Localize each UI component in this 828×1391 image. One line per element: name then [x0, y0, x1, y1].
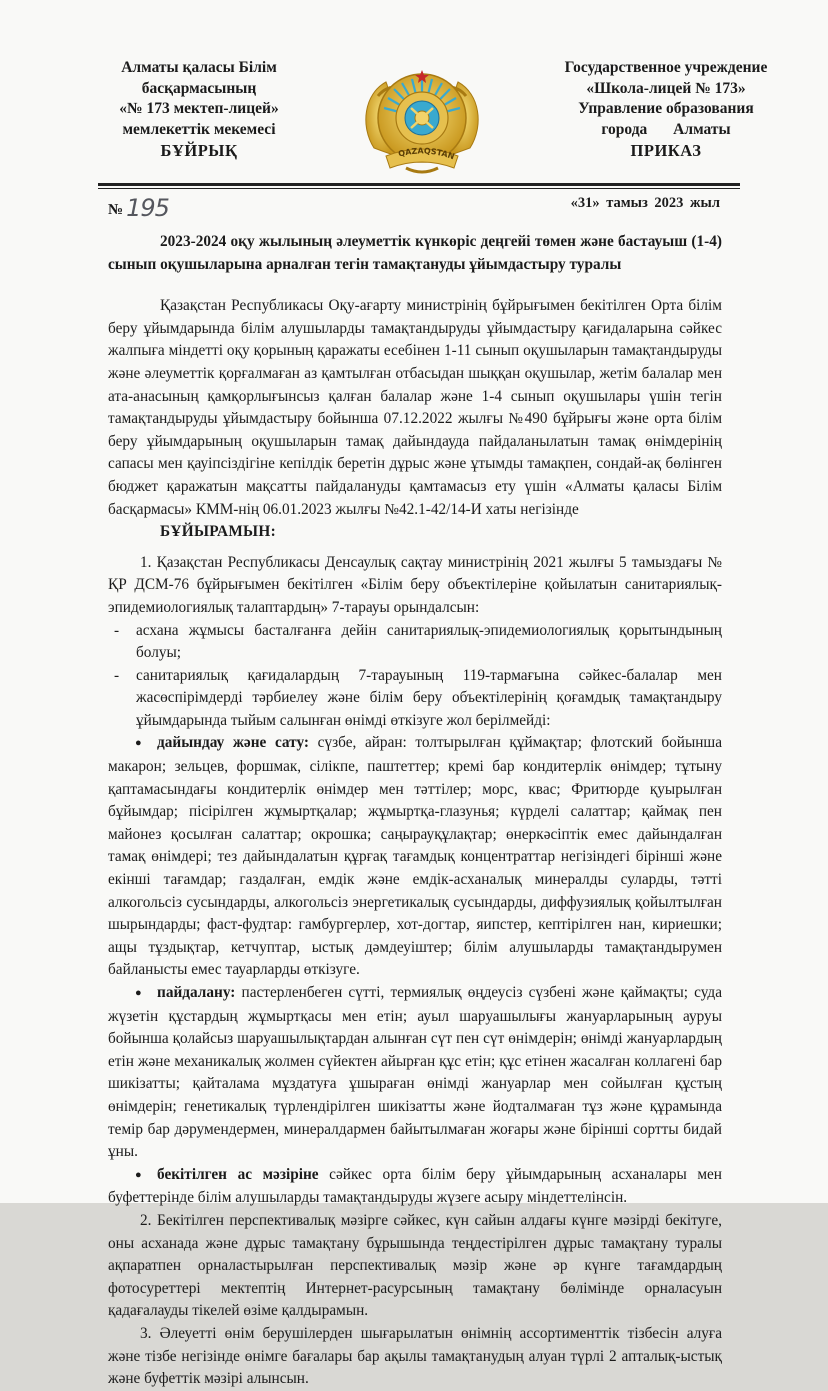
header-left-line: «№ 173 мектеп-лицей»: [119, 100, 279, 117]
preamble-paragraph: Қазақстан Республикасы Оқу-ағарту министрінің бұйрығымен бекітілген Орта білім беру ұйымдарында білім алушыларды тамақтандыруды ұйымдастыру қағидаларына сәйкес жалпыға міндетті оқу қорының қаражаты есебінен 1-11 сынып оқушыларын тамақтандыруды және әлеуметтік қорғалмаған аз қамтылған отбасыдан шыққан оқушылар, жетім балалар мен ата-анасының қамқорлығынсыз қалған балалар және 1-4 сынып оқушылары үшін тегін тамақтандыруды ұйымдастыру бойынша 07.12.2022 жылғы №490 бұйрығы және орта білім беру ұйымдарының оқушыларын тамақ дайындауда пайдаланылатын тамақ өнімдерінің сапасы мен қауіпсіздігіне кепілдік беретін дұрыс және ұтымды тамақпен, сондай-ақ бөлінген бюджет қаражатын мақсатты пайдалануды қамтамасыз ету үшін «Алматы қаласы Білім басқармасы» КММ-нің 06.01.2023 жылғы №42.1-42/14-И хаты негізінде: [108, 297, 722, 518]
order-item-2: 2. Бекітілген перспективалық мәзірге сәйкес, күн сайын алдағы күнге мәзірді бекітуге, оны асханада және дұрыс тамақтану бұрышында теңдестірілген дұрыс тамақтану туралы ақпаратпен орналастырылған перспективалық мәзір және әр күнге тағамдардың фотосуреттері мектептің Интернет-расурсының тамақтану бөлімінде орналасуын қадағалауды тікелей өзіме қалдырамын.: [108, 1211, 722, 1320]
number-label: №: [108, 202, 124, 218]
handwritten-number: 195: [126, 194, 169, 222]
header-left-kazakh: [96, 58, 302, 162]
bullet-item-use: ● пайдалану: пастерленбеген сүтті, термиялық өңдеусіз сүзбені және қаймақты; суда жүзетін құстардың жұмыртқасы мен етін; ауыл шаруашылығы жануарларының ауруы бойынша қолайсыз шаруашылықтардан алынған сүт пен сүт өнімдерін; өнімді жануарлардың етін және механикалық жолмен сүйектен айырған құс етін; құс етінен жасалған коллагені бар шикізатты; қайталама мұздатуға ұшыраған өнімді жануарлар мен сойылған құстың өнімдерін; генетикалық түрлендірілген шикізатты және йодталмаған тұз және құрамында темір бар дәрумендермен, минералдармен байытылмаған жоғары және бірінші сортты бидай ұны.: [108, 984, 722, 1161]
bullet-item-menu: ● бекітілген ас мәзіріне сәйкес орта білім беру ұйымдарының асханалары мен буфеттерінде білім алушыларды тамақтандыруды жүзеге асыру міндеттелінсін.: [108, 1165, 722, 1207]
dash-list-item: - асхана жұмысы басталғанға дейін санитариялық-эпидемиологиялық қорытындының болуы;: [108, 620, 722, 665]
order-item-3: 3. Әлеуетті өнім берушілерден шығарылатын өнімнің ассортименттік тізбесін алуға және тізбе негізінде өнімге бағалары бар ақылы тамақтанудың алуан түрлі 2 апталық-ыстық және буфеттік мәзірі алынсын.: [108, 1324, 722, 1388]
header-left-title: БҰЙРЫҚ: [160, 141, 238, 160]
header-left-line: басқармасының: [141, 79, 257, 97]
header-left-line: Алматы қаласы Білім: [121, 59, 277, 76]
header-right-line: Управление образования: [578, 100, 754, 117]
bullet-dot-icon: ●: [135, 1168, 142, 1181]
dash-list-item: - санитариялық қағидалардың 7-тарауының 119-тармағына сәйкес-балалар мен жасөспірімдерді тәрбиелеу және білім беру объектілерінің қоғамдық тамақтандыру ұйымдарында тыйым салынған өнімді өткізуге жол берілмейді:: [108, 665, 722, 733]
order-date: «31» тамыз 2023 жыл: [570, 195, 720, 211]
header-right-line: Государственное учреждение: [564, 59, 768, 76]
bullet-dot-icon: ●: [135, 737, 142, 750]
header-right-title: ПРИКАЗ: [630, 141, 702, 160]
dash-marker: -: [114, 621, 120, 639]
document-body: [108, 231, 722, 1391]
order-subject: 2023-2024 оқу жылының әлеуметтік күнкөріс деңгейі төмен және бастауыш (1-4) сынып оқушыларына арналған тегін тамақтануды ұйымдастыру туралы: [108, 233, 722, 273]
header-right-line: города Алматы: [601, 120, 731, 138]
header-divider-thick: [98, 183, 740, 186]
header-left-line: мемлекеттік мекемесі: [122, 120, 276, 138]
svg-text:QAZAQSTAN: QAZAQSTAN: [397, 146, 456, 162]
order-number: [108, 192, 169, 220]
header-divider-thin: [98, 188, 740, 189]
dash-marker: -: [114, 666, 120, 684]
order-heading: БҰЙЫРАМЫН:: [160, 523, 276, 541]
order-item-1: 1. Қазақстан Республикасы Денсаулық сақтау министрінің 2021 жылғы 5 тамыздағы № ҚР ДСМ-76 бұйрығымен бекітілген «Білім беру объектілеріне қойылатын санитариялық-эпидемиологиялық талаптардың» 7-тарауы орындалсын:: [108, 553, 722, 616]
kazakhstan-emblem-icon: [356, 56, 488, 186]
bullet-dot-icon: ●: [135, 987, 142, 999]
header-right-russian: [546, 58, 786, 162]
header-right-line: «Школа-лицей № 173»: [586, 79, 746, 97]
bullet-item-prepare-sell: ● дайындау және сату: сүзбе, айран: толтырылған құймақтар; флотский бойынша макарон; зельцев, форшмак, сілікпе, паштеттер; кремі бар кондитерлік өнімдер; тұтыну қаптамасындағы кондитерлік өнімдер мен тәттілер; морс, квас; Фритюрде қуырылған бұйымдар; пісірілген жұмыртқалар; жұмыртқа-глазунья; күрделі салаттар; қаймақ пен майонез қосылған салаттар; окрошка; саңырауқұлақтар; өнеркәсіптік емес дайындалған тамақ өнімдері; тез дайындалатын құрғақ тағамдық концентраттар негізіндегі бірінші және екінші тағамдар; газдалған, емдік және емдік-асханалық минералды суларды, тәтті алкогольсіз сусындарды, алкогольсіз энергетикалық сусындарды, диффузиялық қойылтылған шырындарды; фаст-фудтар: гамбургерлер, хот-догтар, яипстер, кептірілген нан, кириешки; ащы тұздықтар, кетчуптар, ыстық дәмдеуіштер; білім алушыларды тамақтандырумен байланысты емес тауарларды өткізуге.: [108, 734, 722, 979]
